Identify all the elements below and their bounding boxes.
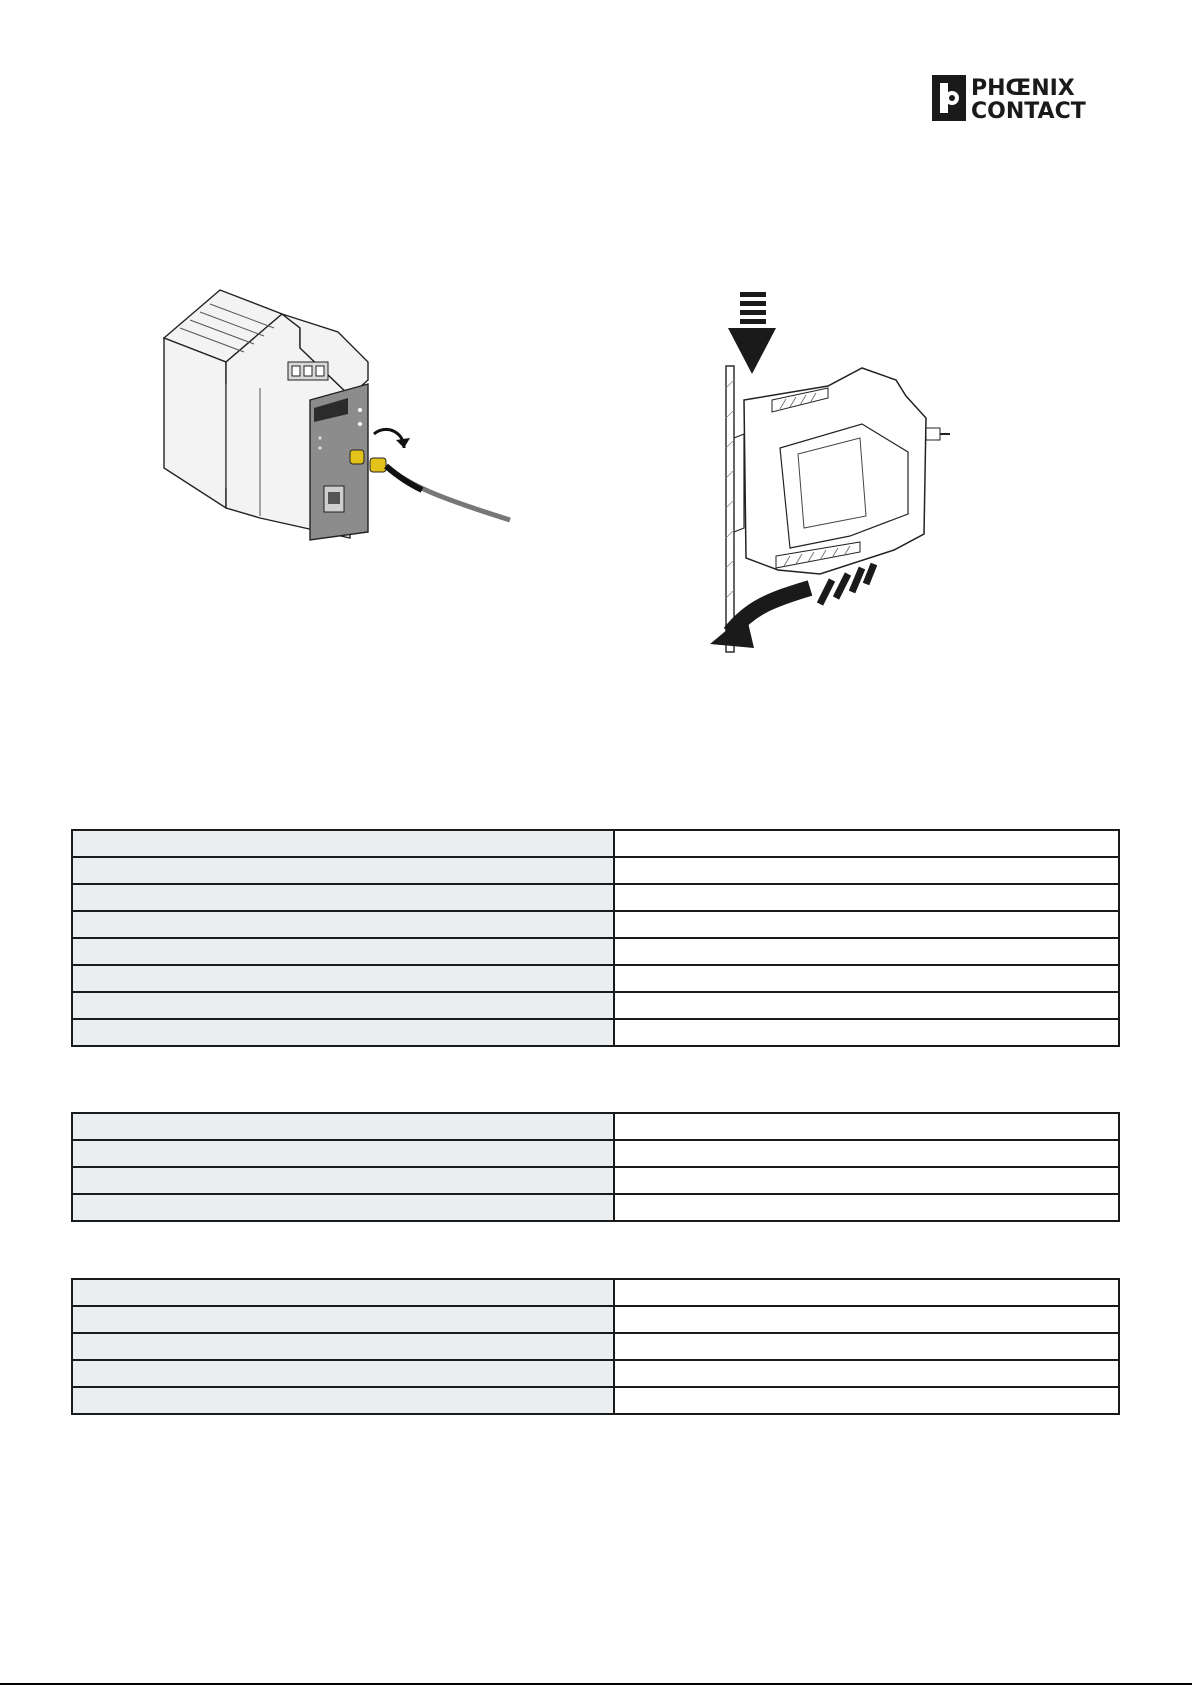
table-cell-value (614, 1387, 1120, 1414)
table-cell-value (614, 1140, 1120, 1167)
table-cell-value (614, 992, 1120, 1019)
table-cell-key (72, 1306, 614, 1333)
table-cell-key (72, 1387, 614, 1414)
table-cell-value (614, 1113, 1120, 1140)
table-cell-value (614, 1333, 1120, 1360)
table-cell-key (72, 992, 614, 1019)
spec-table-2 (71, 1112, 1120, 1222)
table-cell-key (72, 911, 614, 938)
table-cell-key (72, 857, 614, 884)
table-row (72, 1279, 1119, 1306)
table-cell-value (614, 830, 1120, 857)
table-cell-key (72, 1279, 614, 1306)
table-cell-key (72, 965, 614, 992)
table-row (72, 857, 1119, 884)
table-cell-key (72, 1360, 614, 1387)
table-row (72, 1019, 1119, 1046)
table-cell-key (72, 1167, 614, 1194)
table-row (72, 1387, 1119, 1414)
table-cell-value (614, 857, 1120, 884)
table-cell-key (72, 884, 614, 911)
svg-text:PHŒNIX: PHŒNIX (971, 76, 1075, 101)
table-cell-key (72, 1019, 614, 1046)
table-cell-key (72, 1113, 614, 1140)
table-cell-key (72, 1194, 614, 1221)
table-cell-value (614, 1306, 1120, 1333)
table-cell-value (614, 965, 1120, 992)
spec-table-1 (71, 829, 1120, 1047)
table-row (72, 938, 1119, 965)
table-cell-value (614, 1360, 1120, 1387)
antenna-connection-illustration (160, 288, 512, 552)
table-row (72, 1333, 1119, 1360)
svg-text:CONTACT: CONTACT (971, 99, 1086, 122)
spec-table-3 (71, 1278, 1120, 1415)
table-row (72, 1167, 1119, 1194)
table-cell-key (72, 1333, 614, 1360)
table-cell-value (614, 1167, 1120, 1194)
table-row (72, 1140, 1119, 1167)
table-row (72, 1306, 1119, 1333)
phoenix-contact-logo (931, 74, 1114, 122)
table-cell-value (614, 938, 1120, 965)
table-cell-key (72, 938, 614, 965)
table-cell-key (72, 830, 614, 857)
table-cell-value (614, 911, 1120, 938)
table-row (72, 1360, 1119, 1387)
table-cell-value (614, 884, 1120, 911)
table-row (72, 884, 1119, 911)
table-cell-value (614, 1279, 1120, 1306)
table-row (72, 911, 1119, 938)
table-row (72, 1194, 1119, 1221)
table-row (72, 830, 1119, 857)
table-cell-value (614, 1194, 1120, 1221)
table-row (72, 965, 1119, 992)
table-cell-key (72, 1140, 614, 1167)
table-row (72, 1113, 1119, 1140)
table-row (72, 992, 1119, 1019)
din-rail-mounting-illustration (710, 288, 1000, 664)
table-cell-value (614, 1019, 1120, 1046)
